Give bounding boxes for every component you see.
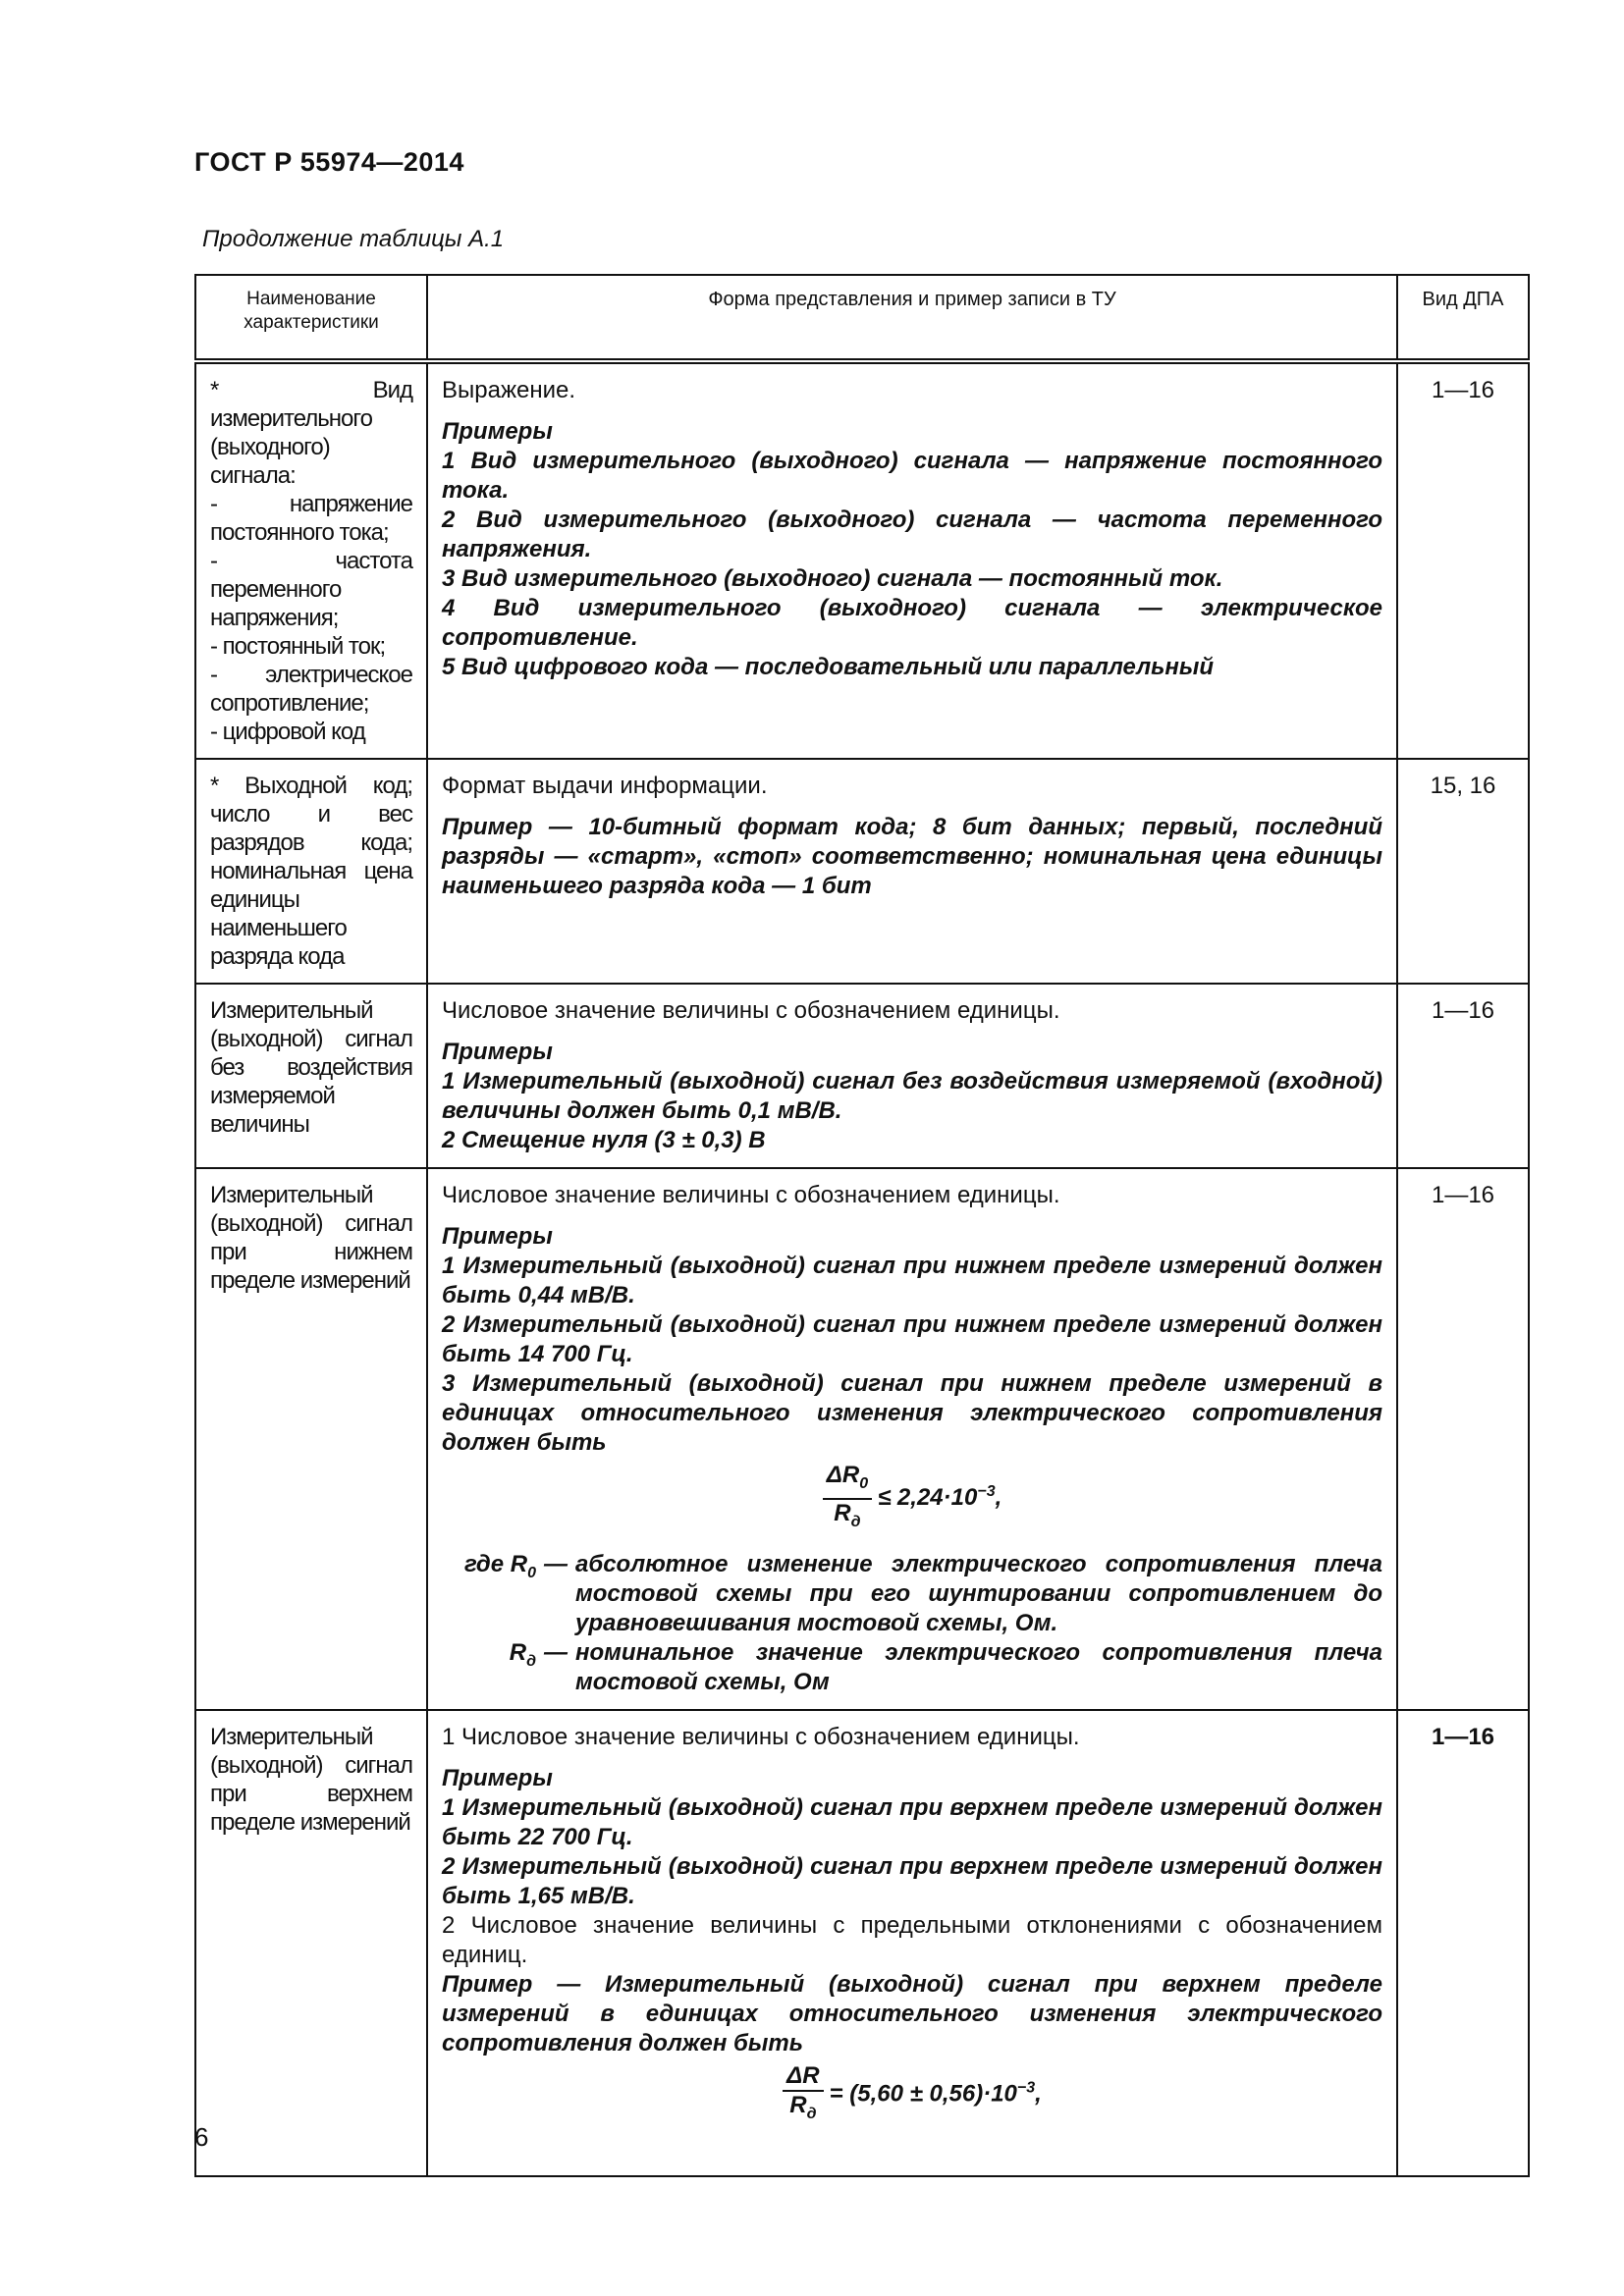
- document-id: ГОСТ Р 55974—2014: [194, 147, 464, 177]
- page-number: 6: [194, 2122, 209, 2152]
- row-dpa: 1—16: [1397, 1710, 1529, 2176]
- lead-text: Формат выдачи информации.: [442, 773, 768, 799]
- example-item: 1 Измерительный (выходной) сигнал без воздействия измеряемой (входной) величины должен быть 0,1 мВ/В.: [442, 1068, 1382, 1124]
- examples-title: Примеры: [442, 1039, 553, 1065]
- header-name: Наименование характеристики: [195, 275, 427, 361]
- row-form: [427, 1168, 1397, 1710]
- where-dash: —: [544, 1550, 568, 1577]
- lead-text: Числовое значение величины с обозначением единицы.: [442, 997, 1060, 1024]
- row-name: * Выходной код; число и вес разрядов кода; номинальная цена единицы наименьшего разряда кода: [195, 759, 427, 984]
- example-item: 1 Измерительный (выходной) сигнал при верхнем пределе измерений должен быть 22 700 Гц.: [442, 1794, 1382, 1850]
- row-dpa: 1—16: [1397, 1168, 1529, 1710]
- table-row: [195, 984, 1529, 1168]
- example-item: 1 Вид измерительного (выходного) сигнала — напряжение постоянного тока.: [442, 448, 1382, 504]
- formula-denominator: R: [834, 1499, 851, 1526]
- formula: [442, 1462, 1382, 1536]
- formula-numerator: ΔR: [786, 2062, 820, 2089]
- example-item: 2 Измерительный (выходной) сигнал при нижнем пределе измерений должен быть 14 700 Гц.: [442, 1311, 1382, 1367]
- lead-text: 1 Числовое значение величины с обозначением единицы.: [442, 1724, 1080, 1750]
- row-form: [427, 1710, 1397, 2176]
- where-symbol: R: [509, 1638, 527, 1666]
- lead-text: Числовое значение величины с обозначением единицы.: [442, 1182, 1060, 1208]
- row-form: [427, 759, 1397, 984]
- name-line: - цифровой код: [210, 719, 365, 745]
- example-item: 2 Смещение нуля (3 ± 0,3) В: [442, 1127, 766, 1153]
- formula-denominator: R: [789, 2092, 807, 2118]
- where-symbol: где R: [464, 1550, 528, 1577]
- table-row: [195, 361, 1529, 759]
- formula-tail: ,: [995, 1484, 1002, 1512]
- table-caption: Продолжение таблицы А.1: [202, 226, 505, 252]
- name-line: - электрическое сопротивление;: [210, 662, 412, 717]
- examples-title: Примеры: [442, 418, 553, 445]
- where-description: номинальное значение электрического сопротивления плеча мостовой схемы, Ом: [575, 1638, 1382, 1695]
- example-item: 3 Вид измерительного (выходного) сигнала — постоянный ток.: [442, 565, 1223, 592]
- example-item: 1 Измерительный (выходной) сигнал при нижнем пределе измерений должен быть 0,44 мВ/В.: [442, 1253, 1382, 1308]
- table-header-row: [195, 275, 1529, 361]
- example-item: 2 Вид измерительного (выходного) сигнала — частота переменного напряжения.: [442, 507, 1382, 562]
- formula-relation: ≤ 2,24·10: [878, 1484, 978, 1512]
- name-line: * Вид измерительного (выходного) сигнала:: [210, 377, 412, 489]
- formula-denominator-sub: д: [806, 2105, 817, 2122]
- row-dpa: 1—16: [1397, 361, 1529, 759]
- formula-exponent: −3: [977, 1483, 996, 1501]
- row-form: [427, 361, 1397, 759]
- examples-title: Примеры: [442, 1765, 553, 1791]
- characteristics-table: [194, 274, 1530, 2177]
- example-item: 2 Измерительный (выходной) сигнал при верхнем пределе измерений должен быть 1,65 мВ/В.: [442, 1853, 1382, 1909]
- formula-tail: ,: [1035, 2080, 1042, 2108]
- row-form: [427, 984, 1397, 1168]
- examples-title: Примеры: [442, 1223, 553, 1250]
- fraction: [823, 1462, 872, 1536]
- formula: [442, 2062, 1382, 2128]
- name-line: - частота переменного напряжения;: [210, 548, 412, 631]
- where-symbol-sub: д: [526, 1652, 536, 1670]
- where-dash: —: [544, 1638, 568, 1666]
- row-name: Измерительный (выходной) сигнал при нижнем пределе измерений: [195, 1168, 427, 1710]
- example-item: 3 Измерительный (выходной) сигнал при нижнем пределе измерений в единицах относительного изменения электрического сопротивления должен быть: [442, 1370, 1382, 1456]
- example-item: Пример — Измерительный (выходной) сигнал при верхнем пределе измерений в единицах относительного изменения электрического сопротивления должен быть: [442, 1971, 1382, 2056]
- row-dpa: 15, 16: [1397, 759, 1529, 984]
- row-name: Измерительный (выходной) сигнал при верхнем пределе измерений: [195, 1710, 427, 2176]
- where-symbol-sub: 0: [527, 1564, 536, 1581]
- row-dpa: 1—16: [1397, 984, 1529, 1168]
- row-name: [195, 361, 427, 759]
- lead-text: 2 Числовое значение величины с предельными отклонениями с обозначением единиц.: [442, 1912, 1382, 1968]
- name-line: - постоянный ток;: [210, 633, 386, 660]
- formula-exponent: −3: [1016, 2079, 1036, 2097]
- header-dpa: Вид ДПА: [1397, 275, 1529, 361]
- where-description: абсолютное изменение электрического сопротивления плеча мостовой схемы при его шунтировании сопротивлением до уравновешивания мостовой схемы, Ом.: [575, 1550, 1382, 1636]
- formula-numerator: ΔR: [826, 1462, 860, 1488]
- name-line: - напряжение постоянного тока;: [210, 491, 412, 546]
- table-row: [195, 1168, 1529, 1710]
- formula-denominator-sub: д: [850, 1513, 861, 1530]
- example-item: 5 Вид цифрового кода — последовательный или параллельный: [442, 654, 1215, 680]
- example-item: 4 Вид измерительного (выходного) сигнала — электрическое сопротивление.: [442, 595, 1382, 651]
- table-row: [195, 759, 1529, 984]
- formula-numerator-sub: 0: [859, 1474, 869, 1492]
- lead-text: Выражение.: [442, 377, 576, 403]
- fraction: [783, 2062, 823, 2128]
- row-name: Измерительный (выходной) сигнал без воздействия измеряемой величины: [195, 984, 427, 1168]
- table-row: [195, 1710, 1529, 2176]
- example-item: Пример — 10-битный формат кода; 8 бит данных; первый, последний разряды — «старт», «стоп» соответственно; номинальная цена единицы наименьшего разряда кода — 1 бит: [442, 814, 1382, 899]
- where-block: [442, 1550, 1382, 1697]
- header-form: Форма представления и пример записи в ТУ: [427, 275, 1397, 361]
- formula-relation: = (5,60 ± 0,56)·10: [829, 2080, 1017, 2108]
